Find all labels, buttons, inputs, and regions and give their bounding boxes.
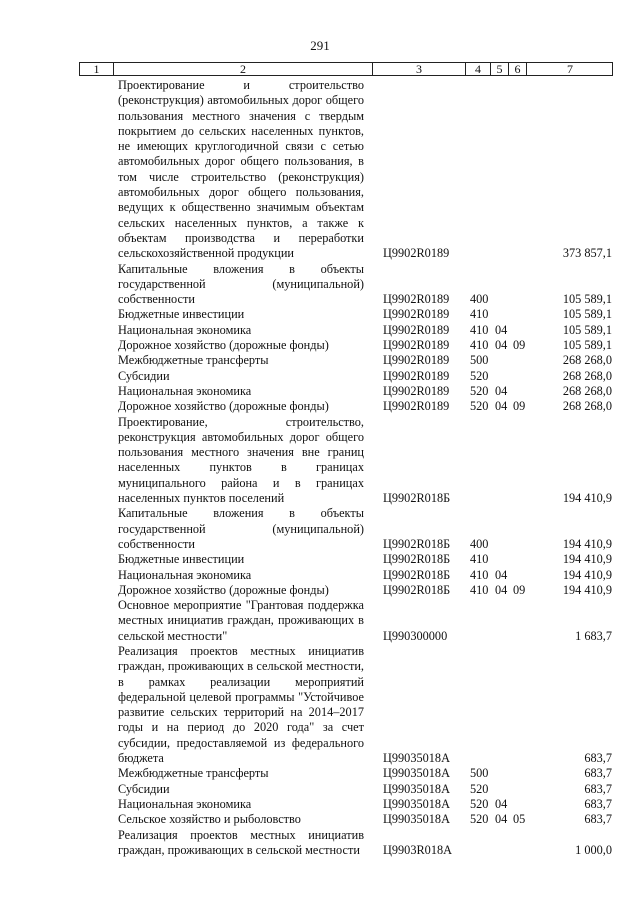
row-code: Ц9902R0189 xyxy=(383,307,450,322)
page-number: 291 xyxy=(310,38,330,53)
row-col-6: 09 xyxy=(513,582,526,597)
row-name: Межбюджетные трансферты xyxy=(118,353,269,368)
table-row xyxy=(0,812,640,827)
row-col-6: 09 xyxy=(513,399,526,414)
table-row xyxy=(0,262,640,308)
row-col-4: 500 xyxy=(470,353,489,368)
header-col-3: 3 xyxy=(373,63,466,75)
row-name: Национальная экономика xyxy=(118,322,252,337)
row-amount: 268 268,0 xyxy=(562,353,612,368)
row-col-4: 410 xyxy=(470,567,489,582)
row-name: Национальная экономика xyxy=(118,567,252,582)
row-amount: 105 589,1 xyxy=(562,338,612,353)
row-col-4: 520 xyxy=(470,781,489,796)
header-col-4: 4 xyxy=(466,63,491,75)
header-col-2: 2 xyxy=(114,63,373,75)
row-col-4: 410 xyxy=(470,338,489,353)
row-name: Бюджетные инвестиции xyxy=(118,307,245,322)
row-code: Ц9902R018Б xyxy=(383,536,451,551)
row-code: Ц99035018А xyxy=(383,781,450,796)
row-amount: 373 857,1 xyxy=(562,246,612,261)
row-amount: 683,7 xyxy=(584,766,612,781)
row-code: Ц9902R0189 xyxy=(383,383,450,398)
row-col-4: 520 xyxy=(470,796,489,811)
row-col-4: 410 xyxy=(470,322,489,337)
row-code: Ц9902R0189 xyxy=(383,322,450,337)
row-code: Ц9902R0189 xyxy=(383,368,450,383)
row-name: Дорожное хозяйство (дорожные фонды) xyxy=(118,582,329,597)
table-row xyxy=(0,797,640,812)
row-col-5: 04 xyxy=(495,582,508,597)
table-row xyxy=(0,568,640,583)
row-name: Проектирование, строительство, реконструкция автомобильных дорог общего пользования местного значения вне границ населенных пунктов в границах муниципального района и в границах населенных пунктов поселений xyxy=(118,414,364,506)
table-row xyxy=(0,353,640,368)
row-code: Ц9903R018А xyxy=(383,842,453,857)
row-name: Капитальные вложения в объекты государственной (муниципальной) собственности xyxy=(118,506,364,551)
row-code: Ц9902R0189 xyxy=(383,292,450,307)
row-code: Ц99035018А xyxy=(383,812,450,827)
row-col-4: 520 xyxy=(470,368,489,383)
row-amount: 683,7 xyxy=(584,812,612,827)
row-col-5: 04 xyxy=(495,812,508,827)
row-col-5: 04 xyxy=(495,567,508,582)
row-col-4: 400 xyxy=(470,536,489,551)
table-row xyxy=(0,369,640,384)
row-code: Ц9902R0189 xyxy=(383,338,450,353)
row-code: Ц99035018А xyxy=(383,766,450,781)
table-row xyxy=(0,78,640,262)
row-name: Дорожное хозяйство (дорожные фонды) xyxy=(118,399,329,414)
row-col-5: 04 xyxy=(495,399,508,414)
row-code: Ц9902R0189 xyxy=(383,353,450,368)
row-amount: 194 410,9 xyxy=(562,582,612,597)
row-amount: 1 000,0 xyxy=(575,842,612,857)
table-row xyxy=(0,828,640,859)
header-col-5: 5 xyxy=(491,63,509,75)
row-name: Субсидии xyxy=(118,781,170,796)
table-row xyxy=(0,644,640,766)
table-row xyxy=(0,338,640,353)
header-col-7: 7 xyxy=(567,62,573,76)
row-name: Бюджетные инвестиции xyxy=(118,552,245,567)
row-name: Дорожное хозяйство (дорожные фонды) xyxy=(118,338,329,353)
row-name: Межбюджетные трансферты xyxy=(118,766,269,781)
row-amount: 105 589,1 xyxy=(562,322,612,337)
row-amount: 268 268,0 xyxy=(562,399,612,414)
header-col-6: 6 xyxy=(509,63,527,75)
row-name: Сельское хозяйство и рыболовство xyxy=(118,812,301,827)
row-col-5: 04 xyxy=(495,322,508,337)
row-col-4: 520 xyxy=(470,383,489,398)
row-amount: 683,7 xyxy=(584,796,612,811)
row-amount: 1 683,7 xyxy=(575,628,612,643)
table-row xyxy=(0,782,640,797)
row-code: Ц99035018А xyxy=(383,751,450,766)
row-col-6: 09 xyxy=(513,338,526,353)
table-row xyxy=(0,323,640,338)
row-amount: 683,7 xyxy=(584,751,612,766)
row-amount: 268 268,0 xyxy=(562,368,612,383)
row-amount: 683,7 xyxy=(584,781,612,796)
row-amount: 105 589,1 xyxy=(562,307,612,322)
table-row xyxy=(0,598,640,644)
row-col-5: 04 xyxy=(495,383,508,398)
row-col-4: 520 xyxy=(470,399,489,414)
row-col-4: 500 xyxy=(470,766,489,781)
row-amount: 194 410,9 xyxy=(562,552,612,567)
row-name: Национальная экономика xyxy=(118,796,252,811)
row-name: Капитальные вложения в объекты государственной (муниципальной) собственности xyxy=(118,261,364,307)
row-amount: 194 410,9 xyxy=(562,536,612,551)
row-code: Ц9902R018Б xyxy=(383,552,451,567)
table-row xyxy=(0,506,640,552)
table-row xyxy=(0,307,640,322)
row-col-4: 410 xyxy=(470,552,489,567)
row-name: Проектирование и строительство (реконструкция) автомобильных дорог общего пользования местного значения с твердым покрытием до сельских населенных пунктов, не имеющих круглогодичной связи с сетью автомобильных дорог общего пользования, в том числе строительство (реконструкция) автомобильных дорог общего пользования, ведущих к общественно значимым объектам сельских населенных пунктов, а также к объектам производства и переработки сельскохозяйственной продукции xyxy=(118,78,364,261)
row-col-4: 410 xyxy=(470,307,489,322)
row-amount: 194 410,9 xyxy=(562,567,612,582)
row-code: Ц9902R018Б xyxy=(383,582,451,597)
row-col-6: 05 xyxy=(513,812,526,827)
row-name: Реализация проектов местных инициатив граждан, проживающих в сельской местности xyxy=(118,827,364,857)
table-body xyxy=(0,78,640,858)
row-code: Ц9902R0189 xyxy=(383,399,450,414)
row-amount: 105 589,1 xyxy=(562,292,612,307)
row-code: Ц9902R0189 xyxy=(383,246,450,261)
table-row xyxy=(0,766,640,781)
header-col-1: 1 xyxy=(80,63,114,75)
table-row xyxy=(0,415,640,507)
row-code: Ц99035018А xyxy=(383,796,450,811)
row-amount: 268 268,0 xyxy=(562,383,612,398)
row-col-5: 04 xyxy=(495,796,508,811)
row-code: Ц990300000 xyxy=(383,628,448,643)
table-row xyxy=(0,583,640,598)
row-col-5: 04 xyxy=(495,338,508,353)
row-name: Основное мероприятие "Грантовая поддержка местных инициатив граждан, проживающих в сельской местности" xyxy=(118,598,364,643)
row-code: Ц9902R018Б xyxy=(383,567,451,582)
row-col-4: 400 xyxy=(470,292,489,307)
table-header xyxy=(79,62,613,76)
table-row xyxy=(0,399,640,414)
table-row xyxy=(0,384,640,399)
row-name: Национальная экономика xyxy=(118,383,252,398)
row-amount: 194 410,9 xyxy=(562,491,612,506)
row-code: Ц9902R018Б xyxy=(383,491,451,506)
row-name: Реализация проектов местных инициатив граждан, проживающих в сельской местности, в рамках реализации мероприятий федеральной целевой программы "Устойчивое развитие сельских территорий на 2014–2017 годы и на период до 2020 года" за счет субсидии, предоставляемой из федерального бюджета xyxy=(118,643,364,766)
row-name: Субсидии xyxy=(118,368,170,383)
row-col-4: 520 xyxy=(470,812,489,827)
table-row xyxy=(0,552,640,567)
row-col-4: 410 xyxy=(470,582,489,597)
